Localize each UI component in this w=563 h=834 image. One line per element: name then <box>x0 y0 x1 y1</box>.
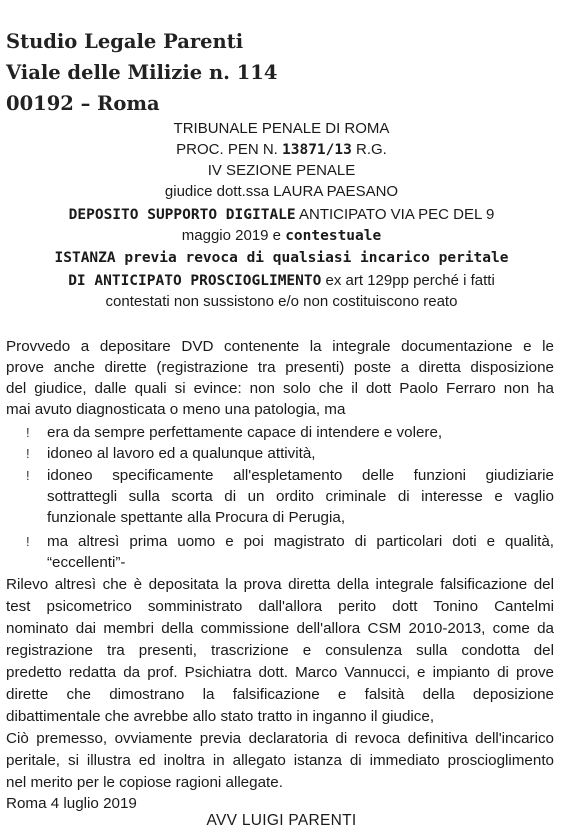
istanza-bold: DI ANTICIPATO PROSCIOGLIMENTO <box>68 273 322 289</box>
bullet-line: idoneo al lavoro ed a qualunque attività, <box>47 445 316 462</box>
proc-prefix: PROC. PEN N. <box>176 141 282 158</box>
paragraph-line: registrazione tra presenti, trascrizione e consulenza sulla condotta del <box>6 642 554 659</box>
paragraph-line: Ciò premesso, ovviamente previa declaratoria di revoca definitiva dell'incarico <box>6 730 554 747</box>
signature: AVV LUIGI PARENTI <box>206 812 357 829</box>
proc-number: 13871/13 <box>282 142 352 158</box>
bullet-marker: ! <box>26 468 30 483</box>
paragraph-line: mai avuto diagnosticata o meno una patologia, ma <box>6 401 346 418</box>
paragraph-line: del giudice, dalle quali si evince: non solo che il dott Paolo Ferraro non ha <box>6 380 554 397</box>
bullet-marker: ! <box>26 425 30 440</box>
paragraph-line: predetto redatta da prof. Psichiatra dott. Marco Vannucci, e impianto di prove <box>6 664 554 681</box>
istanza-line <box>0 270 563 292</box>
place-and-date: Roma 4 luglio 2019 <box>6 795 137 812</box>
court-name: TRIBUNALE PENALE DI ROMA <box>173 120 390 137</box>
bullet-line: ma altresì prima uomo e poi magistrato di particolari doti e qualità, <box>47 533 554 550</box>
proc-line <box>0 139 563 161</box>
bullet-line: sottrattegli sulla scorta di un ordito criminale di interesse e vaglio <box>47 488 554 505</box>
paragraph-line: peritale, si illustra ed inoltra in allegato istanza di immediato proscioglimento <box>6 752 554 769</box>
paragraph-line: Provvedo a depositare DVD contenente la integrale documentazione e le <box>6 338 554 355</box>
paragraph-line: test psicometrico somministrato dall'allora perito dott Tonino Cantelmi <box>6 598 554 615</box>
date-prefix: maggio 2019 e <box>181 227 286 244</box>
paragraph-line: nel merito per le copiose ragioni allegate. <box>6 774 283 791</box>
bullet-line: funzionale spettante alla Procura di Perugia, <box>47 509 346 526</box>
istanza-title: ISTANZA previa revoca di qualsiasi incarico peritale <box>54 250 509 266</box>
judge-name: giudice dott.ssa LAURA PAESANO <box>164 183 399 200</box>
deposit-bold: DEPOSITO SUPPORTO DIGITALE <box>68 207 296 223</box>
bullet-marker: ! <box>26 446 30 461</box>
paragraph-line: dibattimentale che avrebbe allo stato tratto in inganno il giudice, <box>6 708 435 725</box>
bullet-line: “eccellenti”- <box>47 554 126 571</box>
paragraph-line: nominato dai membri della commissione dell'allora CSM 2010-2013, come da <box>6 620 554 637</box>
deposit-rest: ANTICIPATO VIA PEC DEL 9 <box>295 206 495 223</box>
deposit-line <box>0 204 563 226</box>
proc-suffix: R.G. <box>351 141 387 158</box>
firm-name: Studio Legale Parenti <box>6 30 244 53</box>
deposit-date-line <box>0 225 563 247</box>
firm-city: 00192 – Roma <box>6 92 160 115</box>
letterhead <box>6 26 277 119</box>
date-bold: contestuale <box>285 228 382 244</box>
istanza-continuation: contestati non sussistono e/o non costituiscono reato <box>105 293 458 310</box>
court-section: IV SEZIONE PENALE <box>207 162 356 179</box>
bullet-line: idoneo specificamente all'espletamento delle funzioni giudiziarie <box>47 467 554 484</box>
paragraph-line: dirette che dimostrano la falsificazione e falsità della deposizione <box>6 686 554 703</box>
bullet-line: era da sempre perfettamente capace di intendere e volere, <box>47 424 443 441</box>
bullet-marker: ! <box>26 534 30 549</box>
paragraph-line: prove anche dirette (registrazione tra presenti) poste a diretta disposizione <box>6 359 554 376</box>
paragraph-line: Rilevo altresì che è depositata la prova diretta della integrale falsificazione del <box>6 576 554 593</box>
firm-address: Viale delle Milizie n. 114 <box>6 61 278 84</box>
istanza-rest: ex art 129pp perché i fatti <box>321 272 495 289</box>
